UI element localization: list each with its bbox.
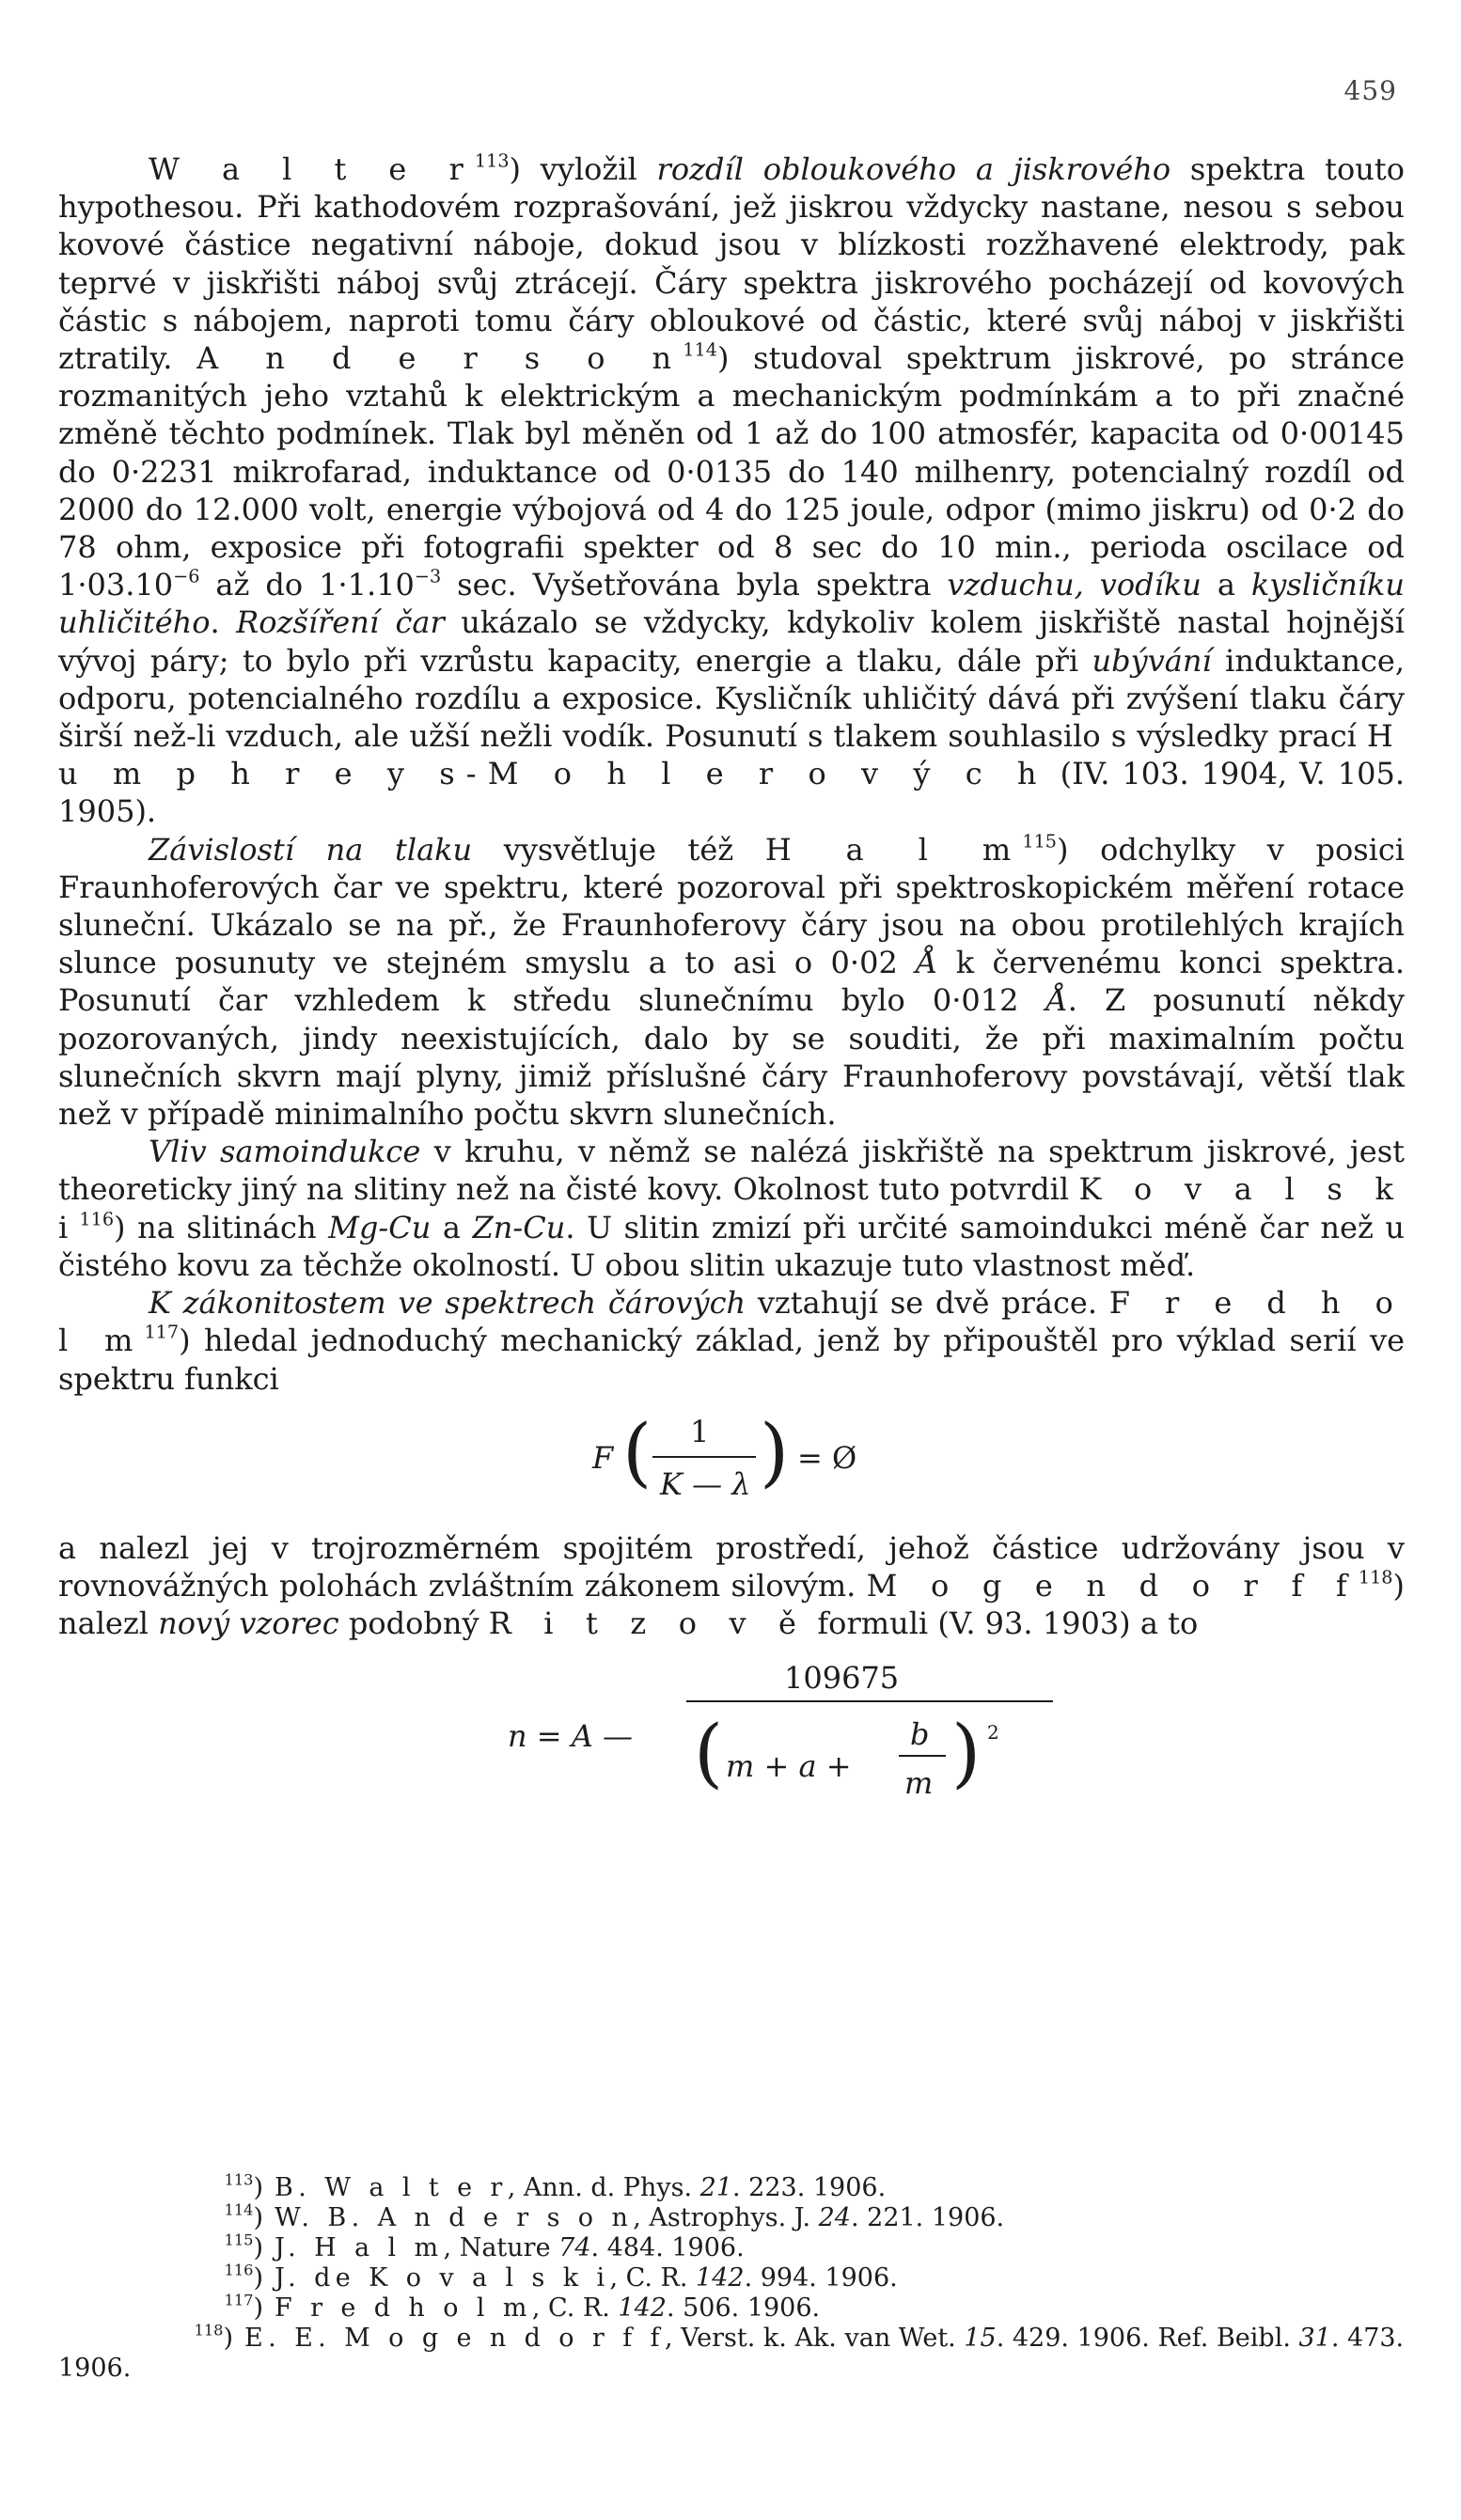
right-paren: ) (760, 1407, 790, 1495)
emphasis: K zákonitostem ve spektrech čárových (149, 1285, 746, 1322)
footnote-ref-115: 115 (1022, 830, 1057, 853)
text: W. B. A n d e r s o n (275, 2203, 634, 2232)
text: ) studoval spektrum jiskrové, po stránce rozmanitých jeho vztahů k elektrickým a mechanickým podmínkám a to při značné změně těchto podmínek. Tlak byl měněn od 1 až do 100 atmosfér, kapacita od 0·00145 do 0·2231 mikrofarad, induktance od 0·0135 do 140 milhenry, potencialný rozdíl od 2000 do 12.000 volt, energie výbojová od 4 do 125 joule, odpor (mimo jiskru) od 0·2 do 78 ohm, exposice při fotografii spekter od 8 sec do 10 min., perioda oscilace od 1·03.10 (58, 340, 1406, 603)
paragraph-mogendorff (58, 1529, 1405, 1643)
author-fredholm: F r e d h o l m (58, 1285, 1405, 1359)
text: ) nalezl (58, 1567, 1405, 1642)
text: formuli (V. 93. 1903) a to (808, 1605, 1199, 1642)
footnote-ref-113: 113 (474, 149, 510, 172)
inner-fraction-line (899, 1755, 946, 1757)
text: . (210, 604, 237, 641)
author-kovalski: K o v a l s k i (58, 1171, 1405, 1245)
text: 24 (818, 2203, 851, 2232)
text: 142 (618, 2293, 667, 2323)
text: 117 (224, 2291, 254, 2309)
fraction-line (686, 1700, 1053, 1702)
emphasis: Závislostí na tlaku (149, 831, 473, 868)
text: , Verst. k. Ak. van Wet. (664, 2324, 965, 2353)
text: 21 (699, 2173, 732, 2202)
paragraph-kovalski (58, 1133, 1405, 1284)
body-text (58, 150, 1405, 1830)
paragraph-fredholm (58, 1284, 1405, 1398)
exponent: −3 (414, 565, 442, 587)
author-mogendorff: M o g e n d o r f f (866, 1567, 1359, 1604)
text: až do 1·1.10 (199, 567, 415, 603)
author-ritz: R i t z o v ě (488, 1605, 809, 1642)
exponent: −6 (173, 565, 200, 587)
text: J. H a l m (275, 2233, 444, 2262)
formula-rhs: = Ø (797, 1439, 857, 1476)
author-anderson: A n d e r s o n (196, 340, 683, 377)
footnote-117: $^{117}$) F r e d h o l m, C. R. 142. 506. 1906. (224, 2291, 821, 2323)
angstrom-unit: Å (916, 945, 938, 981)
left-paren: ( (694, 1709, 724, 1797)
footnote-ref-114: 114 (683, 338, 717, 361)
footnote-114: $^{114}$) W. B. A n d e r s o n, Astrophys. J. 24. 221. 1906. (224, 2200, 1005, 2232)
text: J. de K o v a l s k i (275, 2263, 610, 2293)
text: 114 (224, 2200, 254, 2219)
emphasis: nový vzorec (158, 1605, 339, 1642)
text: ) hledal jednoduchý mechanický základ, jenž by připouštěl pro výklad serií ve spektru funkci (58, 1323, 1406, 1397)
text: B. W a l t e r (275, 2173, 508, 2202)
right-paren: ) (951, 1709, 982, 1797)
footnote-113: $^{113}$) B. W a l t e r, Ann. d. Phys. 21. 223. 1906. (224, 2170, 887, 2202)
text: , C. R. (531, 2293, 619, 2323)
text: 118 (194, 2321, 224, 2340)
text: . Z posunutí někdy pozorovaných, jindy neexistujících, dalo by se souditi, že při maximalním počtu slunečních skvrn mají plyny, jimiž příslušné čáry Fraunhoferovy povstávají, větší tlak než v případě minimalního počtu skvrn slunečních. (58, 982, 1406, 1133)
paragraph-walter (58, 150, 1405, 831)
text: F r e d h o l m (275, 2293, 532, 2323)
author-walter: W a l t e r (149, 151, 475, 187)
text: 31 (1298, 2324, 1331, 2353)
inner-numerator: b (910, 1716, 930, 1753)
footnote-ref-117: 117 (144, 1321, 180, 1343)
text: (IV. 103. 1904, V. 105. 1905). (58, 756, 1406, 830)
inner-denominator: m (904, 1765, 934, 1802)
formula-numerator: 1 (690, 1413, 710, 1449)
text: vysvětluje též (472, 831, 765, 868)
fraction-line (652, 1456, 756, 1458)
text: , Nature (443, 2233, 559, 2262)
text: . 223. 1906. (732, 2173, 887, 2202)
text: . 473. 1906. (58, 2324, 1405, 2383)
text: induktance, odporu, potencialného rozdílu a exposice. Kysličník uhličitý dává při zvýšení tlaku čáry širší než-li vzduch, ale užší nežli vodík. Posunutí s tlakem souhlasilo s výsledky prací (58, 642, 1406, 755)
text: . 429. 1906. Ref. Beibl. (996, 2324, 1299, 2353)
footnotes (58, 2170, 1405, 2384)
text: . 484. 1906. (590, 2233, 745, 2262)
text: 115 (224, 2230, 254, 2249)
emphasis: Rozšíření čar (236, 604, 445, 641)
author-halm: H a l m (764, 831, 1023, 868)
page-number: 459 (1343, 75, 1397, 106)
angstrom-unit: Å (1045, 982, 1068, 1019)
text: k červenému konci spektra. Posunutí čar vzhledem k středu slunečnímu bylo 0·012 (58, 945, 1406, 1019)
text: . 994. 1906. (744, 2263, 898, 2293)
text: ) na slitinách (114, 1209, 329, 1245)
formula-denominator: K — λ (660, 1465, 751, 1502)
text: ) odchylky v posici Fraunhoferových čar ve spektru, které pozoroval při spektroskopickém měření rotace sluneční. Ukázalo se na př., že Fraunhoferovy čáry jsou na obou protilehlých krajích slunce posunuty ve stejném smyslu a to asi o 0·02 (58, 831, 1406, 981)
emphasis: rozdíl obloukového a jiskrového (656, 151, 1171, 187)
text: a (431, 1209, 473, 1245)
emphasis: Mg-Cu (328, 1209, 432, 1245)
left-paren: ( (622, 1407, 652, 1495)
text: , C. R. (609, 2263, 697, 2293)
text: v kruhu, v němž se nalézá jiskřiště na spektrum jiskrové, jest theoreticky jiný na slitiny než na čisté kovy. Okolnost tuto potvrdil (58, 1134, 1406, 1208)
emphasis: ubývání (1092, 642, 1212, 679)
emphasis: Zn-Cu (472, 1209, 566, 1245)
text: a nalezl jej v trojrozměrném spojitém prostředí, jehož částice udržovány jsou v rovnovážných polohách zvláštním zákonem silovým. (58, 1529, 1405, 1604)
emphasis: vzduchu, vodíku (947, 567, 1202, 603)
emphasis: kysličníku uhličitého (58, 567, 1406, 641)
formula-fredholm (58, 1398, 1405, 1529)
text: E. E. M o g e n d o r f f (244, 2324, 665, 2353)
emphasis: Vliv samoindukce (149, 1134, 421, 1170)
text: , Ann. d. Phys. (507, 2173, 700, 2202)
footnote-118: $^{118}$) E. E. M o g e n d o r f f, Verst. k. Ak. van Wet. 15. 429. 1906. Ref. Beibl. 31. 473. 1906. (58, 2321, 1405, 2383)
text: . 506. 1906. (666, 2293, 821, 2323)
text: 15 (964, 2324, 997, 2353)
footnote-115: $^{115}$) J. H a l m, Nature 74. 484. 1906. (224, 2230, 745, 2262)
text: ukázalo se vždycky, kdykoliv kolem jiskřiště nastal hojnější vývoj páry; to bylo při vzrůstu kapacity, energie a tlaku, dále při (58, 604, 1406, 679)
footnote-ref-116: 116 (79, 1208, 115, 1230)
author-humphreys-mohler: H u m p h r e y s-M o h l e r o v ý c h (58, 718, 1405, 792)
formula-lhs: F (592, 1439, 614, 1476)
text: , Astrophys. J. (633, 2203, 819, 2232)
text: sec. Vyšetřována byla spektra (441, 567, 948, 603)
formula-exponent: 2 (987, 1721, 999, 1745)
formula-denominator: m + a + (726, 1748, 852, 1785)
text: 142 (696, 2263, 745, 2293)
text: 116 (224, 2261, 254, 2279)
formula-lhs: n = A — (508, 1718, 634, 1755)
formula-mogendorff (58, 1642, 1405, 1830)
footnote-116: $^{116}$) J. de K o v a l s k i, C. R. 142. 994. 1906. (224, 2261, 898, 2293)
text: podobný (338, 1605, 489, 1642)
text: vztahují se dvě práce. (746, 1285, 1109, 1322)
text: 74 (558, 2233, 591, 2262)
formula-numerator: 109675 (784, 1660, 900, 1697)
text: 113 (224, 2170, 254, 2189)
text: ) vyložil (509, 151, 657, 187)
text: . 221. 1906. (850, 2203, 1005, 2232)
text: a (1201, 567, 1251, 603)
footnote-ref-118: 118 (1358, 1566, 1393, 1589)
text: spektra touto hypothesou. Při kathodovém rozprašování, jež jiskrou vždycky nastane, nesou s sebou kovové částice negativní náboje, dokud jsou v blízkosti rozžhavené elektrody, pak teprvé v jiskřišti náboj svůj ztrácejí. Čáry spektra jiskrového pocházejí od kovových částic s nábojem, naproti tomu čáry obloukové od částic, které svůj náboj v jiskřišti ztratily. (58, 151, 1406, 377)
text: . U slitin zmizí při určité samoindukci méně čar než u čistého kovu za těchže okolností. U obou slitin ukazuje tuto vlastnost měď. (58, 1209, 1406, 1283)
paragraph-halm (58, 831, 1405, 1134)
